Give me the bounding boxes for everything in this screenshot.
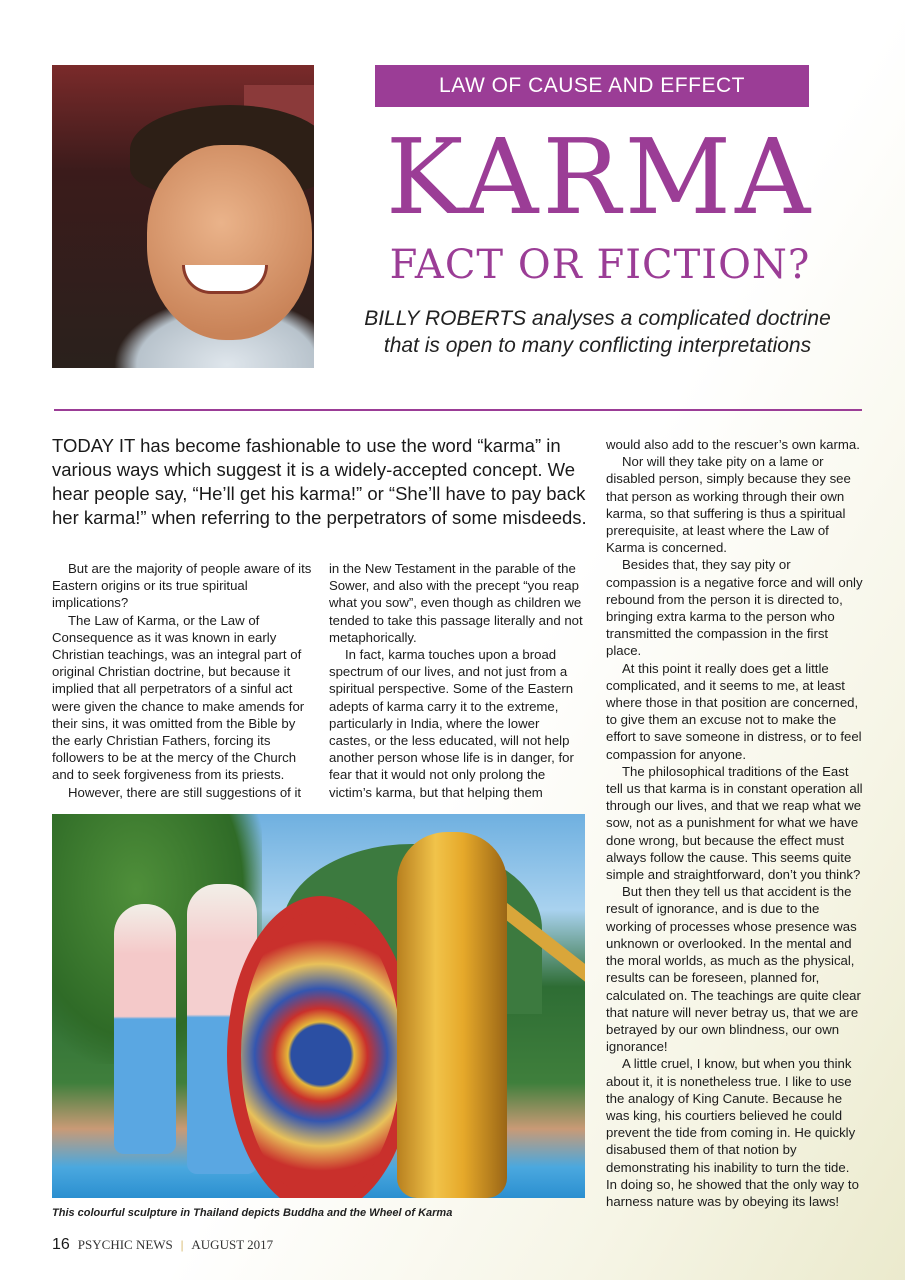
divider-rule bbox=[54, 409, 862, 411]
paragraph: In fact, karma touches upon a broad spectrum of our lives, and not just from a spiritual perspective. Some of the Eastern adepts of karma carry it to the extreme, particularly in India, where the lower castes, or the less educated, will not help another person whose life is in danger, for fear that it would not only prolong the victim’s karma, but that helping them bbox=[329, 647, 574, 800]
page-footer bbox=[52, 1236, 273, 1254]
standfirst bbox=[355, 305, 840, 359]
issue-date: AUGUST 2017 bbox=[191, 1237, 274, 1252]
author-photo bbox=[52, 65, 314, 368]
paragraph: However, there are still suggestions of it bbox=[68, 784, 302, 800]
author-face bbox=[147, 145, 312, 340]
paragraph: At this point it really does get a little complicated, and it seems to me, at least where those in that position are concerned, to give them an excuse not to make the effort to save someone in distress, or to feel compassion for anyone. bbox=[606, 660, 862, 762]
paragraph: Besides that, they say pity or compassion is a negative force and will only rebound from the person it is directed to, bringing extra karma to the person who transmitted the compassion in the first place. bbox=[606, 557, 863, 659]
paragraph: But then they tell us that accident is the result of ignorance, and is due to the working of processes whose presence was unknown or overlooked. In the mental and the moral worlds, as much as the physical, results can be foreseen, planned for, calculated on. The teachings are quite clear that nature will never betray us, that we are betrayed by our own blindness, our own ignorance! bbox=[606, 884, 861, 1055]
wheel-of-karma-photo bbox=[52, 814, 585, 1198]
wheel-of-karma bbox=[227, 896, 415, 1198]
article-subtitle: FACT OR FICTION? bbox=[389, 242, 811, 288]
body-column-2 bbox=[329, 560, 584, 801]
page-number: 16 bbox=[52, 1236, 70, 1253]
paragraph: The Law of Karma, or the Law of Consequence as it was known in early Christian teachings, was an integral part of original Christian doctrine, but because it implied that all perpetrators of a sinful act were given the chance to make amends for their sins, it was omitted from the Bible by the early Christian Fathers, forcing its followers to be at the mercy of the Church and to seek forgiveness from its priests. bbox=[52, 612, 305, 783]
body-column-1 bbox=[52, 560, 314, 801]
paragraph: A little cruel, I know, but when you think about it, it is nonetheless true. I like to use the analogy of King Canute. Because he was king, his courtiers believed he could prevent the tide from coming in. He quickly disabused them of that notion by demonstrating his inability to turn the tide. In doing so, he showed that the only way to harness nature was by obeying its laws! bbox=[606, 1056, 859, 1209]
photo-caption: This colourful sculpture in Thailand depicts Buddha and the Wheel of Karma bbox=[52, 1207, 453, 1219]
paragraph: would also add to the rescuer’s own karma. bbox=[606, 437, 860, 452]
standfirst-author: BILLY ROBERTS bbox=[364, 307, 527, 330]
publication-name: PSYCHIC NEWS bbox=[77, 1237, 173, 1252]
folio-separator: | bbox=[180, 1237, 184, 1252]
golden-buddha-statue bbox=[397, 832, 507, 1198]
standfirst-text: analyses a complicated doctrine that is open to many conflicting interpretations bbox=[383, 307, 831, 357]
section-kicker: LAW OF CAUSE AND EFFECT bbox=[375, 65, 809, 107]
intro-paragraph: TODAY IT has become fashionable to use the word “karma” in various ways which suggest it is a widely-accepted concept. We hear people say, “He’ll get his karma!” or “She’ll have to pay back her karma!” when referring to the perpetrators of some misdeeds. bbox=[52, 435, 587, 528]
article-title: KARMA bbox=[385, 116, 815, 238]
paragraph: in the New Testament in the parable of the Sower, and also with the precept “you reap what you sow”, even though as children we tended to take this passage literally and not metaphorically. bbox=[329, 561, 583, 645]
paragraph: The philosophical traditions of the East tell us that karma is in constant operation all through our lives, and that we reap what we sow, not as a punishment for what we have done wrong, but because the effect must always follow the cause. This seems quite simple and straightforward, don’t you think? bbox=[606, 763, 863, 883]
paragraph: But are the majority of people aware of its Eastern origins or its true spiritual implications? bbox=[52, 561, 312, 611]
body-column-3 bbox=[606, 436, 864, 1210]
statue-figure-left bbox=[114, 904, 176, 1154]
paragraph: Nor will they take pity on a lame or disabled person, simply because they see that person as working through their own karma, so that suffering is thus a spiritual prerequisite, at least where the Law of Karma is concerned. bbox=[606, 454, 851, 556]
